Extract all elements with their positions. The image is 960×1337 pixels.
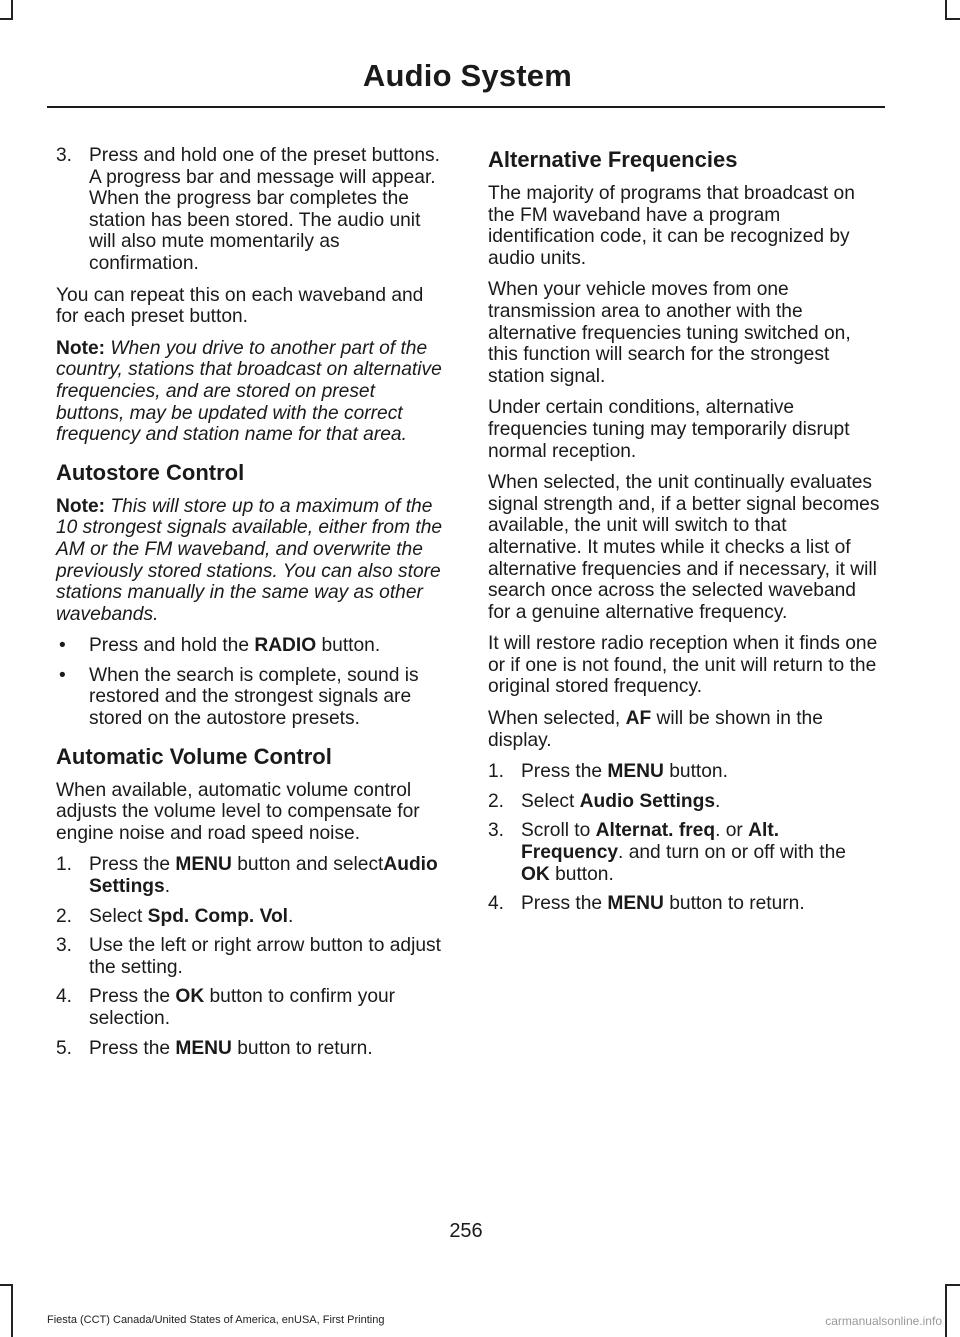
autostore-bullets [56, 635, 448, 729]
list-item [56, 145, 448, 275]
repeat-paragraph: You can repeat this on each waveband and for each preset button. [56, 284, 424, 328]
crop-mark-top-right-v [945, 0, 947, 20]
left-column [56, 145, 448, 1069]
preset-steps [56, 145, 448, 275]
list-item: 3. Use the left or right arrow button to adjust the setting. [56, 935, 441, 978]
crop-mark-bottom-left-h [0, 1284, 13, 1286]
list-item: • When the search is complete, sound is restored and the strongest signals are stored on the autostore presets. [59, 664, 419, 730]
list-item: 5. Press the MENU button to return. [56, 1037, 373, 1059]
crop-mark-top-left-h [0, 18, 13, 20]
footer-text: Fiesta (CCT) Canada/United States of America, enUSA, First Printing [47, 1314, 385, 1326]
crop-mark-bottom-right-h [945, 1284, 960, 1286]
paragraph: Under certain conditions, alternative frequencies tuning may temporarily disrupt normal reception. [488, 397, 850, 462]
note-text: When you drive to another part of the country, stations that broadcast on alternative frequencies, and are stored on preset buttons, may be updated with the correct frequency and station name for that area. [56, 337, 442, 446]
section-heading-avc: Automatic Volume Control [56, 743, 332, 769]
bullet: • [59, 664, 66, 686]
note-text: This will store up to a maximum of the 10 strongest signals available, either from the AM or the FM waveband, and overwrite the previously stored stations. You can also store stations manually in the same way as other wavebands. [56, 495, 443, 625]
list-item: 2. Select Spd. Comp. Vol. [56, 905, 294, 927]
list-item: 3. Scroll to Alternat. freq. or Alt. Frequency. and turn on or off with the OK button. [488, 820, 846, 885]
paragraph: When selected, AF will be shown in the display. [488, 708, 823, 751]
button-name: RADIO [254, 635, 317, 657]
paragraph: When your vehicle moves from one transmission area to another with the alternative frequencies tuning switched on, this function will search for the strongest station signal. [488, 279, 851, 387]
note-paragraph [56, 496, 448, 626]
note-label: Note: [56, 337, 106, 359]
crop-mark-bottom-left-v [11, 1284, 13, 1337]
note-paragraph [56, 338, 448, 446]
watermark: carmanualsonline.info [825, 1314, 942, 1328]
section-heading-af: Alternative Frequencies [488, 147, 738, 172]
bullet: • [59, 635, 66, 657]
list-item: 1. Press the MENU button and selectAudio Settings. [56, 854, 438, 898]
step-text: Press and hold one of the preset buttons. A progress bar and message will appear. When the progress bar completes the station has been stored. The audio unit will also mute momentarily as confirmation. [89, 145, 440, 274]
paragraph: It will restore radio reception when it finds one or if one is not found, the unit will return to the original stored frequency. [488, 633, 878, 698]
avc-intro: When available, automatic volume control adjusts the volume level to compensate for engine noise and road speed noise. [56, 779, 420, 844]
section-heading-autostore: Autostore Control [56, 459, 245, 485]
paragraph: The majority of programs that broadcast on the FM waveband have a program identification code, it can be recognized by audio units. [488, 183, 855, 269]
avc-steps [56, 854, 448, 1059]
right-column [488, 145, 880, 925]
list-item: • Press and hold the RADIO button. [59, 635, 381, 657]
page-number: 256 [449, 1220, 483, 1242]
paragraph: When selected, the unit continually evaluates signal strength and, if a better signal becomes available, the unit will switch to that alternative. It mutes while it checks a list of alternative frequencies and if necessary, it will search once across the selected waveband for a genuine alternative frequency. [488, 472, 880, 623]
crop-mark-top-left-v [11, 0, 13, 20]
crop-mark-bottom-right-v [945, 1284, 947, 1337]
header-rule [47, 106, 885, 108]
page-title: Audio System [362, 58, 572, 93]
list-item: 4. Press the OK button to confirm your selection. [56, 986, 396, 1029]
list-item: 2. Select Audio Settings. [488, 790, 721, 812]
crop-mark-top-right-h [945, 18, 960, 20]
note-label: Note: [56, 495, 106, 517]
step-number: 3. [56, 145, 73, 166]
af-steps [488, 761, 880, 915]
list-item: 1. Press the MENU button. [488, 761, 728, 783]
list-item: 4. Press the MENU button to return. [488, 893, 805, 915]
